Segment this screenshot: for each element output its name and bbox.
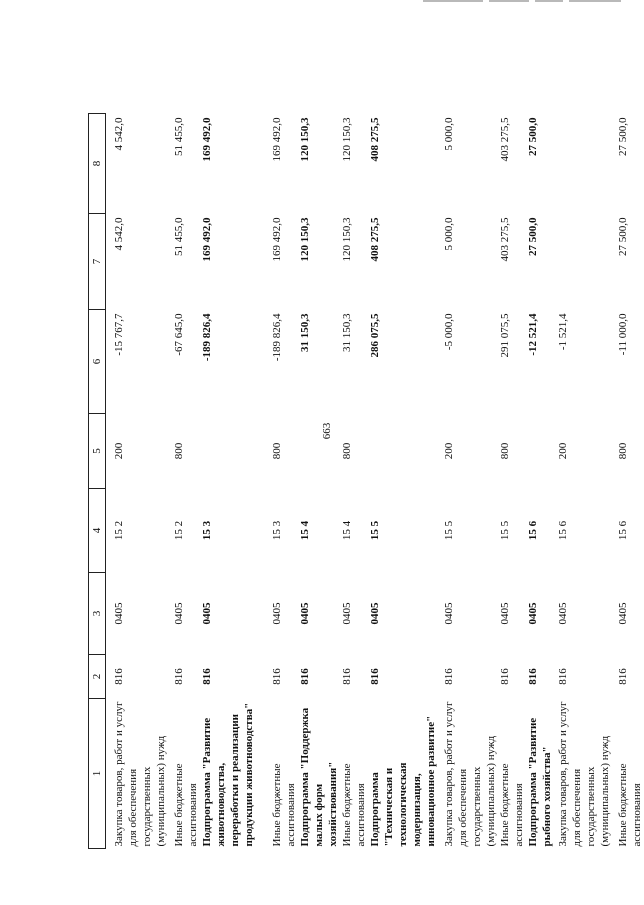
cell-amount-change: -1 521,4	[557, 313, 569, 351]
cell-ministry: 816	[499, 668, 511, 685]
cell-target-item: 15 5	[443, 520, 455, 541]
table-row	[270, 114, 298, 849]
table-row	[168, 114, 200, 849]
cell-ministry: 816	[299, 668, 311, 685]
row-name: Иные бюджетные ассигнования	[173, 763, 199, 847]
table-row	[612, 114, 644, 849]
cell-section: 0405	[499, 602, 511, 625]
cell-section: 0405	[617, 602, 629, 625]
cell-amount-b: 169 492,0	[201, 117, 213, 162]
cell-target-item: 15 3	[201, 520, 213, 541]
cell-ministry: 816	[173, 668, 185, 685]
cell-amount-change: -15 767,7	[113, 313, 125, 356]
cell-amount-b: 51 455,0	[173, 117, 185, 156]
cell-amount-a: 27 500,0	[527, 217, 539, 256]
page-number: 663	[321, 422, 333, 440]
cell-amount-b: 169 492,0	[271, 117, 283, 162]
cell-expense-type: 200	[113, 442, 125, 460]
column-header: 7	[89, 214, 106, 310]
cell-ministry: 816	[201, 668, 213, 685]
row-name: Закупка товаров, работ и услуг для обеспечения государственных (муниципальных) нужд	[443, 701, 497, 847]
cell-section: 0405	[201, 602, 213, 625]
table-row	[556, 114, 612, 849]
cell-target-item: 15 6	[557, 520, 569, 541]
cell-amount-a: 169 492,0	[271, 217, 283, 262]
cell-amount-change: -5 000,0	[443, 313, 455, 351]
cell-amount-a: 5 000,0	[443, 217, 455, 251]
cell-amount-a	[556, 214, 612, 310]
cell-amount-change: -12 521,4	[527, 313, 539, 356]
cell-ministry: 816	[557, 668, 569, 685]
row-name: Подпрограмма "Развитие животноводства, переработки и реализации продукции животноводства"	[201, 702, 255, 847]
cell-amount-change: 286 075,5	[369, 313, 381, 358]
cell-amount-a: 120 150,3	[341, 217, 353, 262]
cell-amount-a: 169 492,0	[201, 217, 213, 262]
column-header: 4	[89, 489, 106, 573]
row-name: Подпрограмма "Поддержка малых форм хозяйствования"	[299, 707, 339, 847]
budget-sheet	[88, 0, 643, 852]
table-row	[200, 114, 270, 849]
cell-ministry: 816	[443, 668, 455, 685]
cell-ministry: 816	[617, 668, 629, 685]
row-name: Иные бюджетные ассигнования	[499, 763, 525, 847]
cell-amount-b: 27 500,0	[617, 117, 629, 156]
cell-expense-type: 200	[557, 442, 569, 460]
cell-amount-b: 120 150,3	[299, 117, 311, 162]
cell-target-item: 15 2	[113, 520, 125, 541]
cell-expense-type: 800	[617, 442, 629, 460]
cell-ministry: 816	[341, 668, 353, 685]
row-name: Иные бюджетные ассигнования	[341, 763, 367, 847]
cell-expense-type	[298, 414, 340, 489]
cell-amount-b: 120 150,3	[341, 117, 353, 162]
row-name: Закупка товаров, работ и услуг для обеспечения государственных (муниципальных) нужд	[557, 701, 611, 847]
cell-amount-change: 31 150,3	[299, 313, 311, 352]
cell-section: 0405	[369, 602, 381, 625]
row-name: Иные бюджетные ассигнования	[617, 763, 643, 847]
table-row	[106, 114, 169, 849]
cell-amount-change: 291 075,5	[499, 313, 511, 358]
cell-section: 0405	[527, 602, 539, 625]
cell-amount-b: 403 275,5	[499, 117, 511, 162]
cell-amount-change: 31 150,3	[341, 313, 353, 352]
cell-amount-a: 27 500,0	[617, 217, 629, 256]
table-row	[526, 114, 556, 849]
cell-section: 0405	[113, 602, 125, 625]
cell-amount-b	[556, 114, 612, 214]
cell-expense-type: 800	[271, 442, 283, 460]
row-name: Подпрограмма "Техническая и технологическая модернизация, инновационное развитие"	[369, 715, 437, 847]
cell-section: 0405	[341, 602, 353, 625]
cell-expense-type	[200, 414, 270, 489]
cell-target-item: 15 4	[299, 520, 311, 541]
table-row	[340, 114, 368, 849]
cell-target-item: 15 4	[341, 520, 353, 541]
cell-expense-type: 800	[499, 442, 511, 460]
cell-target-item: 15 5	[369, 520, 381, 541]
cell-expense-type	[526, 414, 556, 489]
budget-table	[88, 113, 644, 849]
column-header: 5	[89, 414, 106, 489]
column-header: 8	[89, 114, 106, 214]
table-row	[368, 114, 438, 849]
cell-ministry: 816	[271, 668, 283, 685]
cell-expense-type	[368, 414, 438, 489]
cell-amount-a: 51 455,0	[173, 217, 185, 256]
cell-expense-type: 800	[341, 442, 353, 460]
cell-section: 0405	[299, 602, 311, 625]
cell-amount-change: -11 000,0	[617, 313, 629, 356]
cell-amount-b: 5 000,0	[443, 117, 455, 151]
cell-target-item: 15 2	[173, 520, 185, 541]
cell-expense-type: 200	[443, 442, 455, 460]
table-row	[298, 114, 340, 849]
cell-target-item: 15 6	[617, 520, 629, 541]
cell-amount-b: 408 275,5	[369, 117, 381, 162]
cell-section: 0405	[173, 602, 185, 625]
row-name: Иные бюджетные ассигнования	[271, 763, 297, 847]
row-name: Закупка товаров, работ и услуг для обеспечения государственных (муниципальных) нужд	[113, 701, 167, 847]
cell-amount-b: 4 542,0	[113, 117, 125, 151]
column-header: 1	[89, 699, 106, 849]
cell-amount-a: 4 542,0	[113, 217, 125, 251]
cell-section: 0405	[557, 602, 569, 625]
cell-expense-type: 800	[173, 442, 185, 460]
cell-section: 0405	[443, 602, 455, 625]
cell-amount-a: 120 150,3	[299, 217, 311, 262]
cell-ministry: 816	[113, 668, 125, 685]
cell-section: 0405	[271, 602, 283, 625]
cell-amount-b: 27 500,0	[527, 117, 539, 156]
cell-ministry: 816	[369, 668, 381, 685]
cell-target-item: 15 6	[527, 520, 539, 541]
cell-ministry: 816	[527, 668, 539, 685]
cell-amount-a: 408 275,5	[369, 217, 381, 262]
cell-amount-a: 403 275,5	[499, 217, 511, 262]
column-header: 3	[89, 573, 106, 655]
cell-target-item: 15 5	[499, 520, 511, 541]
cell-target-item: 15 3	[271, 520, 283, 541]
column-header: 2	[89, 655, 106, 699]
cell-amount-change: -189 826,4	[201, 313, 213, 362]
table-header-row	[89, 114, 106, 849]
row-name: Подпрограмма "Развитие рыбного хозяйства"	[527, 717, 553, 847]
column-header: 6	[89, 310, 106, 414]
cell-amount-change: -67 645,0	[173, 313, 185, 356]
table-row	[438, 114, 498, 849]
table-row	[498, 114, 526, 849]
cell-amount-change: -189 826,4	[271, 313, 283, 362]
